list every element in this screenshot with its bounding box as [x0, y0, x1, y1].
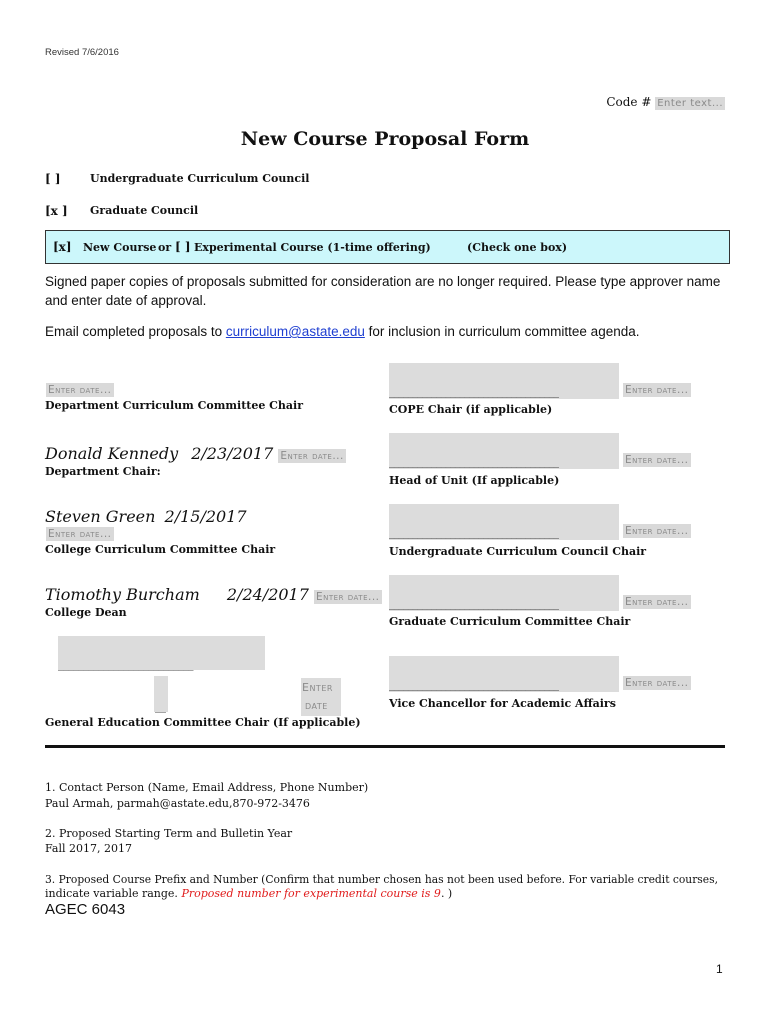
code-field: [606, 95, 725, 109]
gcc-chair-signature-line: ____________________________________: [389, 597, 559, 610]
dept-chair-date: 2/23/2017: [191, 444, 274, 463]
gen-ed-signature-line: ___________________________: [58, 658, 193, 671]
answer-3[interactable]: AGEC 6043: [45, 901, 126, 918]
gen-ed-underscore: __: [155, 700, 166, 713]
college-curriculum-signature: [45, 507, 247, 526]
dept-chair-signature: [45, 444, 346, 463]
head-of-unit-date-input[interactable]: Enter date...: [625, 454, 689, 466]
question-1: 1. Contact Person (Name, Email Address, Phone Number): [45, 781, 369, 794]
head-of-unit-title: Head of Unit (If applicable): [389, 474, 560, 487]
new-course-label: New Course: [83, 241, 157, 254]
dept-chair-date-input[interactable]: Enter date...: [280, 450, 344, 462]
new-course-checkbox[interactable]: [x]: [53, 240, 72, 254]
gen-ed-chair-title: General Education Committee Chair (If applicable): [45, 716, 361, 729]
dept-chair-title: Department Chair:: [45, 465, 161, 478]
college-dean-name: Tiomothy Burcham: [45, 585, 200, 604]
email-link[interactable]: curriculum@astate.edu: [225, 324, 365, 339]
question-2: 2. Proposed Starting Term and Bulletin Year: [45, 827, 293, 840]
experimental-course-label: Experimental Course (1-time offering): [194, 241, 431, 254]
cope-date-input[interactable]: Enter date...: [625, 384, 689, 396]
cope-signature-line: ____________________________________: [389, 385, 559, 398]
answer-2[interactable]: Fall 2017, 2017: [45, 842, 132, 855]
question-3-line-2: [45, 886, 452, 902]
email-paragraph: [45, 322, 725, 341]
vca-title: Vice Chancellor for Academic Affairs: [389, 697, 616, 710]
ucc-chair-signature-line: ____________________________________: [389, 526, 559, 539]
gcc-chair-title: Graduate Curriculum Committee Chair: [389, 615, 631, 628]
code-input[interactable]: Enter text...: [657, 98, 723, 109]
question-3-red-note: Proposed number for experimental course is 9: [181, 887, 441, 900]
cope-chair-title: COPE Chair (if applicable): [389, 403, 553, 416]
or-label: or: [158, 241, 172, 254]
email-text-after: for inclusion in curriculum committee agenda.: [364, 324, 640, 339]
council-checkbox-ucc[interactable]: [ ]: [45, 172, 61, 186]
section-divider: [45, 745, 725, 748]
gen-ed-date-word2: date: [305, 699, 328, 712]
gcc-chair-date-input[interactable]: Enter date...: [625, 596, 689, 608]
college-curriculum-date: 2/15/2017: [164, 507, 247, 526]
college-curriculum-date-input[interactable]: Enter date...: [48, 528, 112, 540]
question-3-text: indicate variable range.: [45, 887, 182, 900]
gen-ed-date-word1: Enter: [302, 681, 333, 694]
college-dean-date-input[interactable]: Enter date...: [316, 591, 380, 603]
question-3-line-1: 3. Proposed Course Prefix and Number (Confirm that number chosen has not been used before. For variable credit courses,: [45, 873, 718, 886]
code-label: Code #: [606, 95, 652, 109]
college-dean-signature: [45, 585, 382, 604]
dept-curriculum-chair-title: Department Curriculum Committee Chair: [45, 399, 304, 412]
college-dean-title: College Dean: [45, 606, 127, 619]
ucc-chair-date-input[interactable]: Enter date...: [625, 525, 689, 537]
council-checkbox-graduate[interactable]: [x ]: [45, 204, 68, 218]
dept-chair-name: Donald Kennedy: [45, 444, 179, 463]
council-label-graduate: Graduate Council: [90, 204, 199, 217]
experimental-course-checkbox[interactable]: [ ]: [175, 240, 191, 254]
college-curriculum-name: Steven Green: [45, 507, 156, 526]
council-label-ucc: Undergraduate Curriculum Council: [90, 172, 310, 185]
head-of-unit-signature-line: ____________________________________: [389, 455, 559, 468]
vca-signature-line: ____________________________________: [389, 678, 559, 691]
revised-date: Revised 7/6/2016: [45, 47, 119, 58]
answer-1[interactable]: Paul Armah, parmah@astate.edu,870-972-3476: [45, 797, 310, 810]
vca-date-input[interactable]: Enter date...: [625, 677, 689, 689]
intro-paragraph: Signed paper copies of proposals submitted for consideration are no longer required. Please type approver name and enter date of approval.: [45, 274, 721, 308]
college-curriculum-chair-title: College Curriculum Committee Chair: [45, 543, 276, 556]
email-text-before: Email completed proposals to: [45, 324, 226, 339]
college-dean-date: 2/24/2017: [226, 585, 309, 604]
course-type-box: [45, 230, 730, 264]
dept-curriculum-date-input[interactable]: Enter date...: [48, 384, 112, 396]
question-3-text-end: . ): [440, 887, 453, 900]
page-number: 1: [716, 962, 723, 976]
ucc-chair-title: Undergraduate Curriculum Council Chair: [389, 545, 647, 558]
check-one-hint: (Check one box): [467, 241, 568, 254]
page-title: New Course Proposal Form: [240, 128, 530, 150]
